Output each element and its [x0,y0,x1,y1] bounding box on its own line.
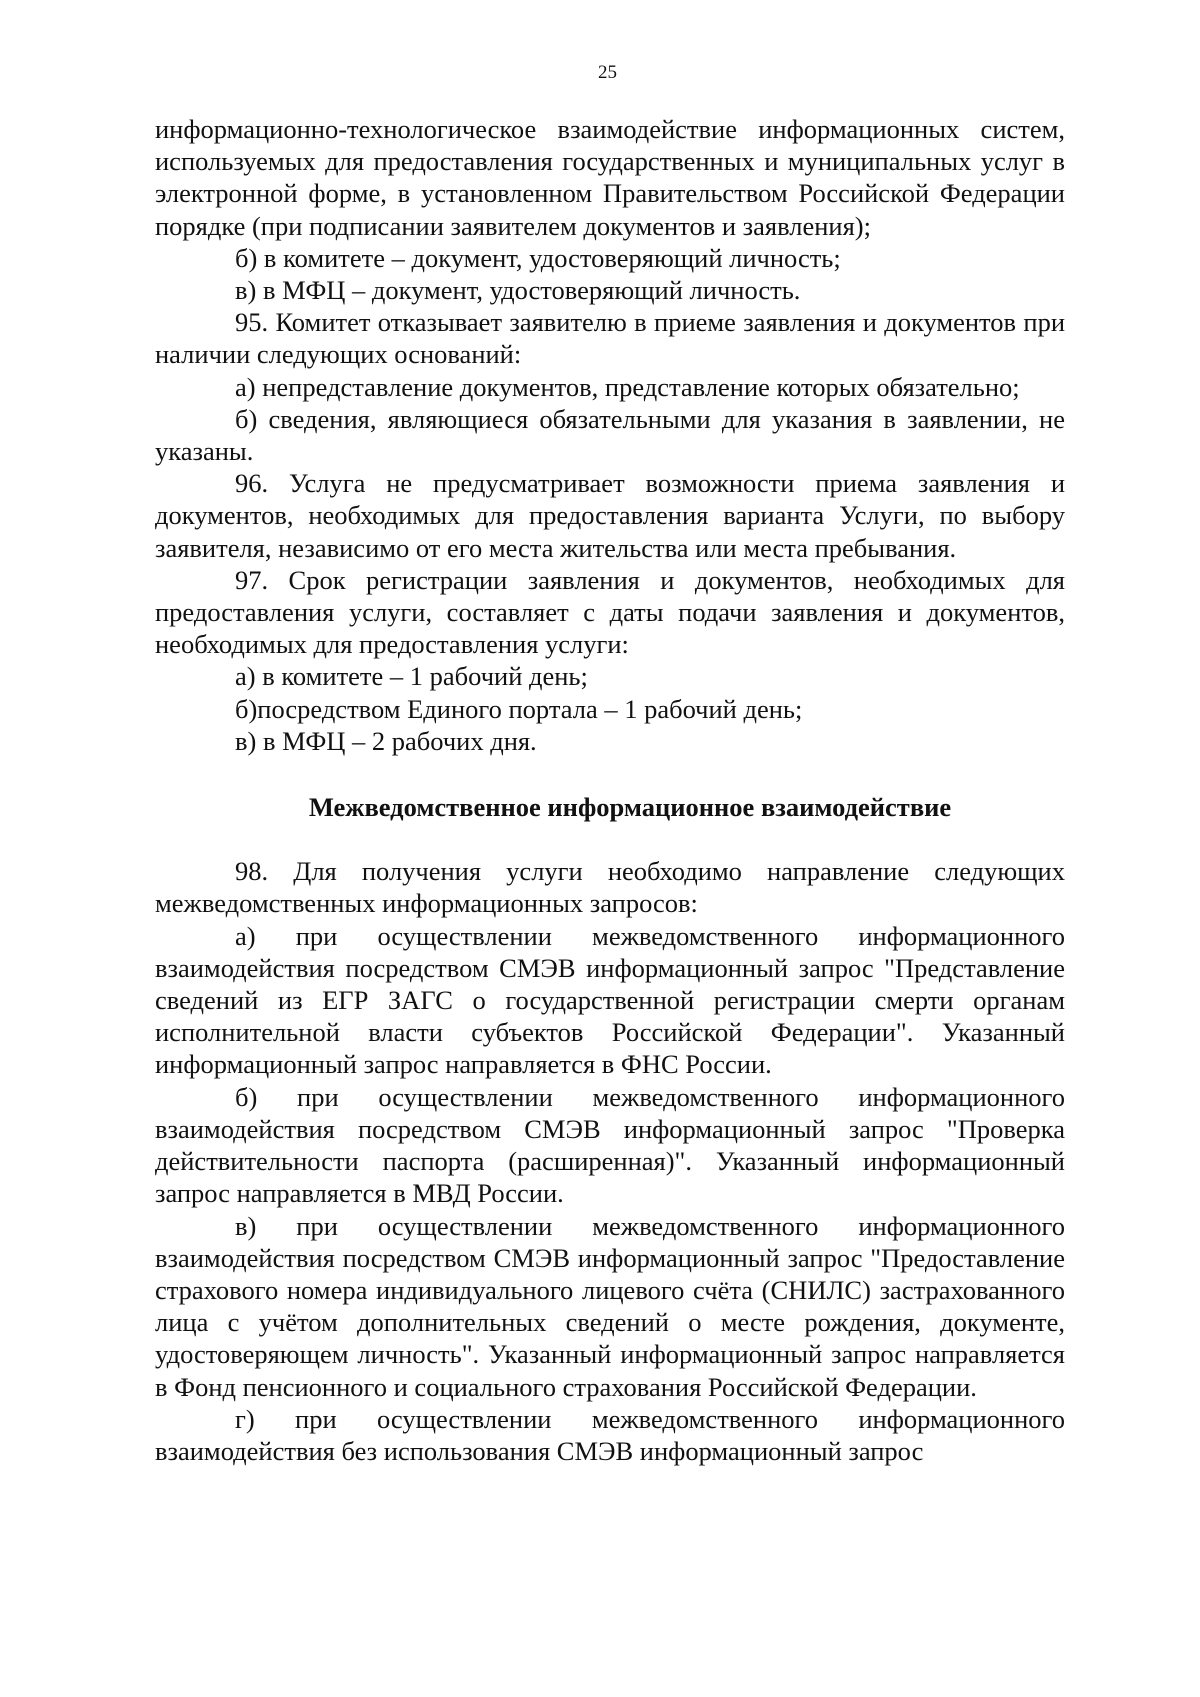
spacer [155,757,1065,791]
list-item-a-missing-documents: а) непредставление документов, представление которых обязательно; [235,371,1020,402]
paragraph-96: 96. Услуга не предусматривает возможности приема заявления и документов, необходимых для предоставления варианта Услуги, по выбору заявителя, независимо от его места жительства или места пребывания. [155,468,1065,563]
list-item-a-zags-request: а) при осуществлении межведомственного информационного взаимодействия посредством СМЭВ информационный запрос "Представление сведений из ЕГР ЗАГС о государственной регистрации смерти органам исполнительной власти субъектов Российской Федерации". Указанный информационный запрос направляется в ФНС России. [155,920,1065,1080]
list-item-b-portal-term: б)посредством Единого портала – 1 рабочий день; [235,693,803,724]
paragraph-98: 98. Для получения услуги необходимо направление следующих межведомственных информационных запросов: [155,856,1065,919]
page-number: 25 [598,62,617,83]
paragraph-continuation: информационно-технологическое взаимодействие информационных систем, используемых для предоставления государственных и муниципальных услуг в электронной форме, в установленном Правительством Российской Федерации порядке (при подписании заявителем документов и заявления); [155,114,1065,241]
section-heading: Межведомственное информационное взаимодействие [308,792,952,823]
document-body [155,113,1065,1467]
list-item-b-passport-request: б) при осуществлении межведомственного информационного взаимодействия посредством СМЭВ информационный запрос "Проверка действительности паспорта (расширенная)". Указанный информационный запрос направляется в МВД России. [155,1081,1065,1209]
paragraph-97: 97. Срок регистрации заявления и документов, необходимых для предоставления услуги, составляет с даты подачи заявления и документов, необходимых для предоставления услуги: [155,564,1065,660]
paragraph-95: 95. Комитет отказывает заявителю в приеме заявления и документов при наличии следующих оснований: [155,307,1065,370]
list-item-v-mfc: в) в МФЦ – документ, удостоверяющий личность. [235,275,801,306]
list-item-b-committee: б) в комитете – документ, удостоверяющий личность; [235,242,841,273]
list-item-g-non-smev-request: г) при осуществлении межведомственного информационного взаимодействия без использования СМЭВ информационный запрос [155,1403,1065,1466]
list-item-a-committee-term: а) в комитете – 1 рабочий день; [235,661,588,692]
spacer [155,823,1065,855]
list-item-v-mfc-term: в) в МФЦ – 2 рабочих дня. [235,725,537,756]
list-item-v-snils-request: в) при осуществлении межведомственного информационного взаимодействия посредством СМЭВ информационный запрос "Предоставление страхового номера индивидуального лицевого счёта (СНИЛС) застрахованного лица с учётом дополнительных сведений о месте рождения, документе, удостоверяющем личность". Указанный информационный запрос направляется в Фонд пенсионного и социального страхования Российской Федерации. [155,1210,1065,1402]
list-item-b-missing-info: б) сведения, являющиеся обязательными для указания в заявлении, не указаны. [155,403,1065,467]
